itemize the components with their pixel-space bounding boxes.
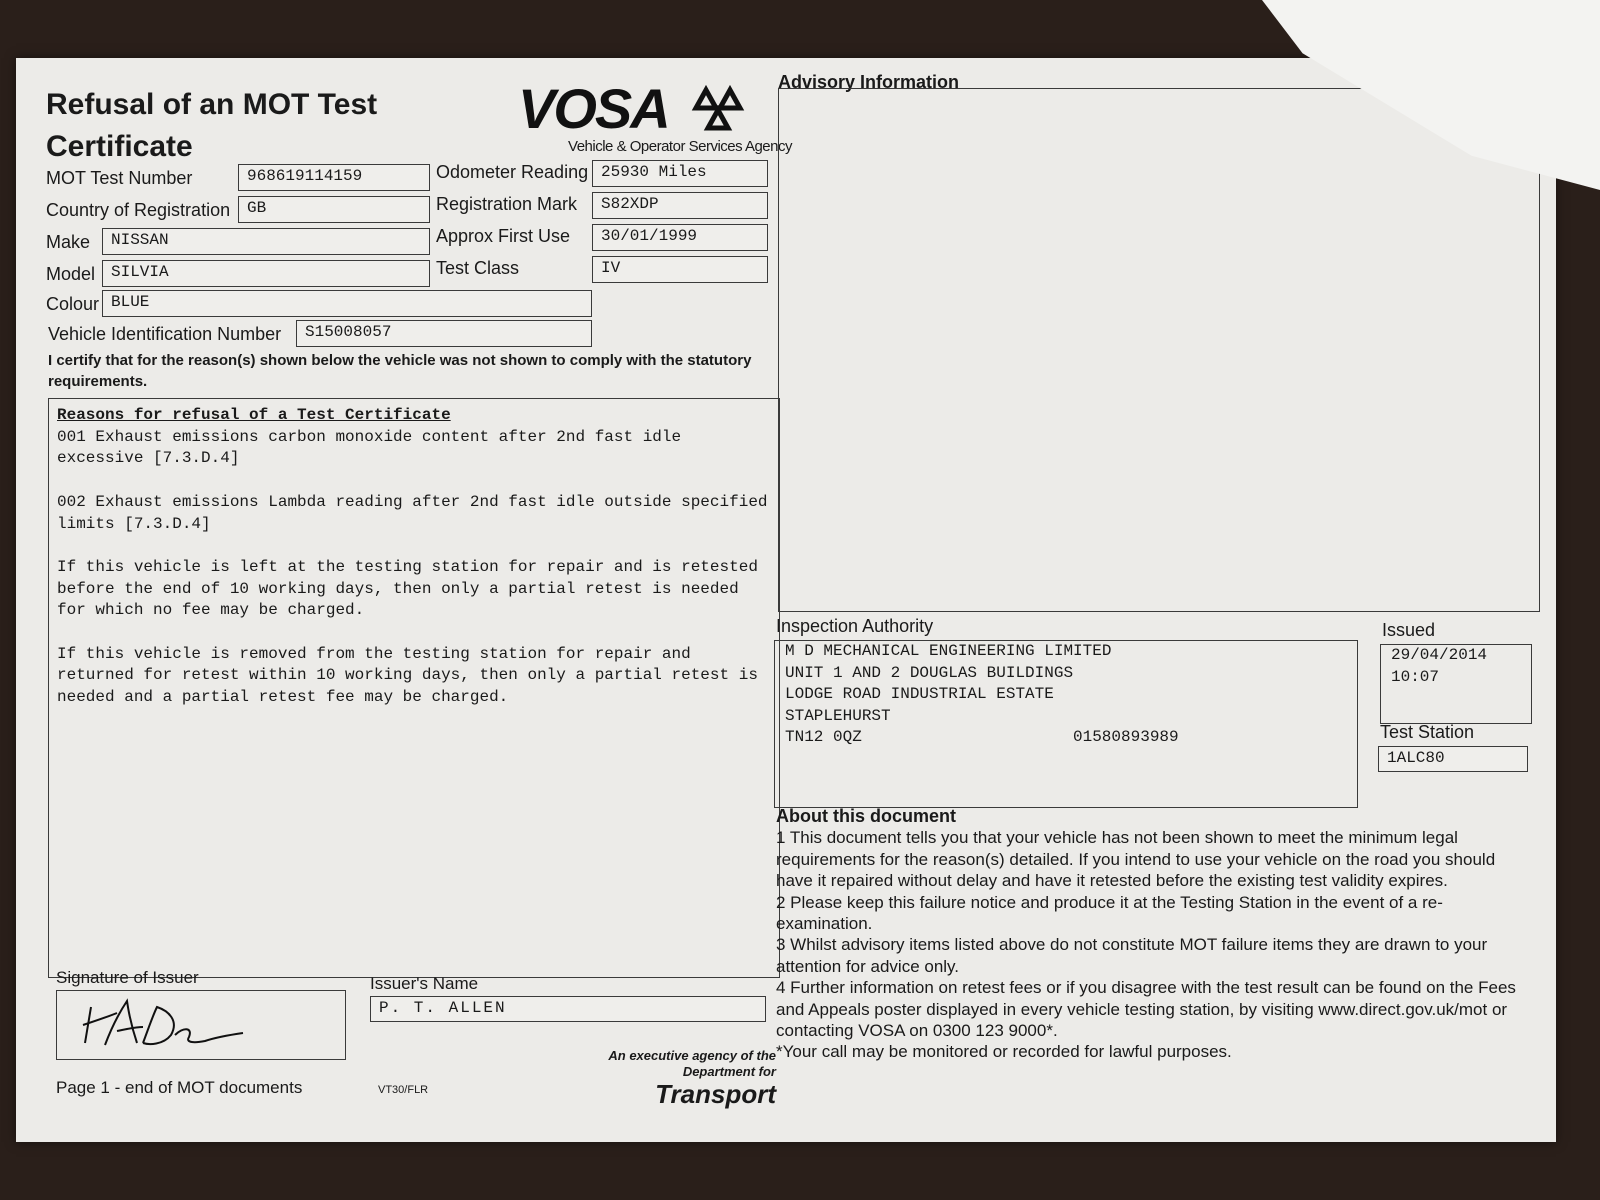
make-value: NISSAN [102,228,430,255]
first-use-label: Approx First Use [436,226,571,246]
page-footer: Page 1 - end of MOT documents [56,1078,303,1097]
retest-note: If this vehicle is left at the testing station for repair and is retested before the end of 10 working days, then only a partial retest is needed for which no fee may be charged. [57,557,758,620]
inspection-authority-box [774,640,1358,808]
advisory-label: Advisory Information [778,72,960,92]
country-label: Country of Registration [46,200,231,220]
test-class-value: IV [592,256,768,283]
mot-test-number-label: MOT Test Number [46,168,193,188]
mot-test-number-value: 968619114159 [238,164,430,191]
issued-label: Issued [1382,620,1436,640]
issued-box [1380,644,1532,724]
triangle-emblem-icon [688,82,748,132]
issuer-name-value: P. T. ALLEN [370,996,766,1022]
signature-label: Signature of Issuer [56,968,199,987]
handwritten-signature [57,991,345,1059]
reason-item: 002 Exhaust emissions Lambda reading after 2nd fast idle outside specified limits [7.3.D.4] [57,492,768,533]
reason-item: 001 Exhaust emissions carbon monoxide content after 2nd fast idle excessive [7.3.D.4] [57,427,682,468]
model-label: Model [46,264,96,284]
advisory-box [778,88,1540,612]
document-title: Refusal of an MOT Test Certificate [46,88,378,163]
issuer-name-label: Issuer's Name [370,974,479,993]
about-this-document [776,806,1536,1063]
colour-label: Colour [46,294,100,314]
about-paragraph: 2 Please keep this failure notice and produce it at the Testing Station in the event of a re-examination. [776,892,1443,934]
registration-label: Registration Mark [436,194,578,214]
mot-refusal-certificate [16,58,1556,1142]
odometer-label: Odometer Reading [436,162,589,182]
signature-box [56,990,346,1060]
reasons-for-refusal-box [48,398,780,978]
issued-time: 10:07 [1391,667,1440,686]
make-label: Make [46,232,91,252]
about-paragraph: 4 Further information on retest fees or if you disagree with the test result can be found on the Fees and Appeals poster displayed in every vehicle testing station, by visiting www.direct.gov.uk/mot or contacting VOSA on 0300 123 9000*. [776,978,1516,1041]
vosa-wordmark: VOSA [518,77,669,140]
model-value: SILVIA [102,260,430,287]
vin-label: Vehicle Identification Number [48,324,282,344]
inspection-address: M D MECHANICAL ENGINEERING LIMITED UNIT 1 AND 2 DOUGLAS BUILDINGS LODGE ROAD INDUSTRIAL ESTATE STAPLEHURST TN12 0QZ 01580893989 [785,641,1347,749]
vin-value: S15008057 [296,320,592,347]
about-heading: About this document [776,806,956,826]
colour-value: BLUE [102,290,592,317]
certification-statement: I certify that for the reason(s) shown below the vehicle was not shown to comply with the statutory requirements. [48,352,752,390]
form-code: VT30/FLR [378,1084,429,1096]
retest-note: If this vehicle is removed from the testing station for repair and returned for retest within 10 working days, then only a partial retest is needed and a partial retest fee may be charged. [57,644,758,707]
inspection-authority-label: Inspection Authority [776,616,934,636]
registration-value: S82XDP [592,192,768,219]
test-class-label: Test Class [436,258,520,278]
issued-date: 29/04/2014 [1391,646,1488,664]
dft-logo: An executive agency of the Department for Transport [608,1048,776,1109]
test-station-value: 1ALC80 [1378,746,1528,772]
test-station-label: Test Station [1380,722,1475,742]
agency-name: Vehicle & Operator Services Agency [568,138,792,155]
odometer-value: 25930 Miles [592,160,768,187]
about-paragraph: 3 Whilst advisory items listed above do not constitute MOT failure items they are drawn to your attention for advice only. [776,935,1488,976]
about-paragraph: 1 This document tells you that your vehicle has not been shown to meet the minimum legal requirements for the reason(s) detailed. If you intend to use your vehicle on the road you should have it repaired without delay and have it retested before the existing test validity expires. [776,828,1496,891]
inspection-phone: 01580893989 [1073,728,1179,746]
about-footnote: *Your call may be monitored or recorded for lawful purposes. [776,1042,1232,1062]
reasons-heading: Reasons for refusal of a Test Certificate [57,406,451,424]
first-use-value: 30/01/1999 [592,224,768,251]
country-value: GB [238,196,430,223]
